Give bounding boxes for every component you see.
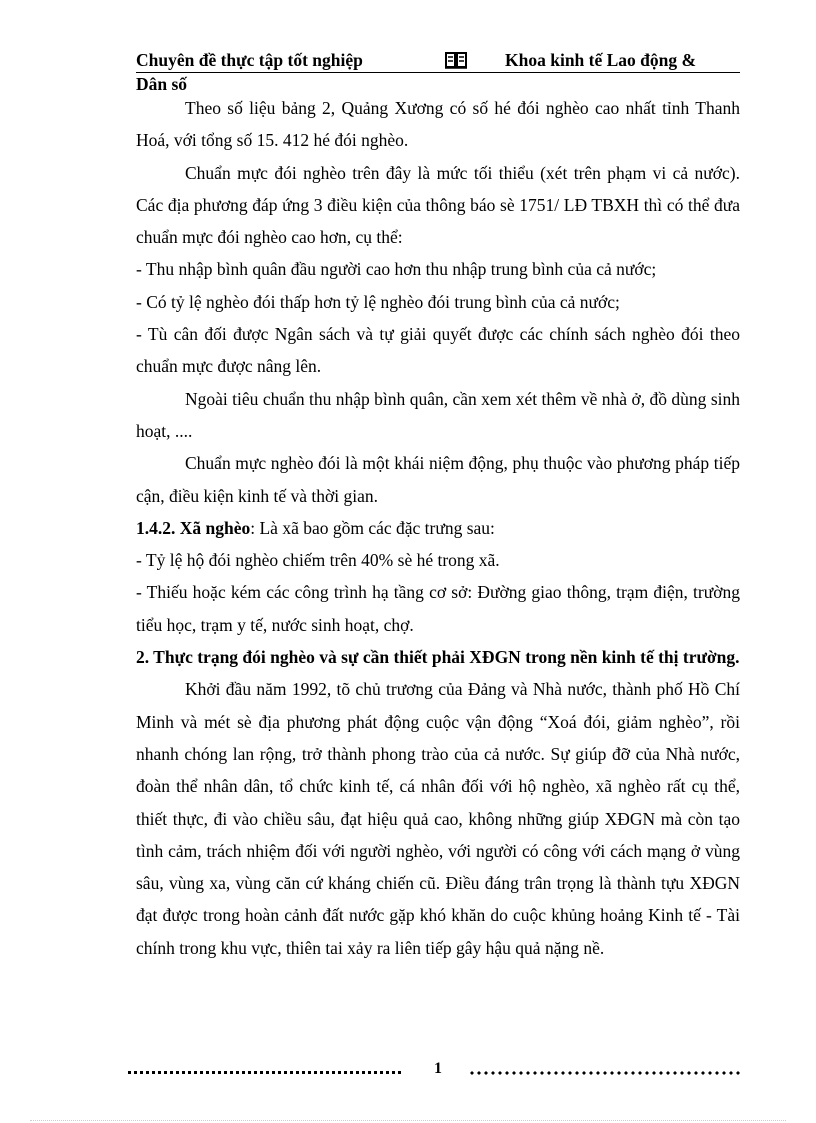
header-continuation: Dân số xyxy=(136,74,188,94)
section-heading: 1.4.2. Xã nghèo xyxy=(136,517,251,538)
bullet-item: - Có tỷ lệ nghèo đói thấp hơn tỷ lệ nghèo đói trung bình của cả nước; xyxy=(136,291,620,312)
section-text: : Là xã bao gồm các đặc trưng sau: xyxy=(250,517,495,538)
page-header xyxy=(136,48,740,94)
header-right-title: Khoa kinh tế Lao động & xyxy=(505,50,697,70)
section-heading: 2. Thực trạng đói nghèo và sự cần thiết phải XĐGN trong nền kinh tế thị trường. xyxy=(136,647,740,668)
bullet-item: - Tù cân đối được Ngân sách và tự giải quyết được các chính sách nghèo đói theo chuẩn mực được nâng lên. xyxy=(136,324,740,377)
document-body xyxy=(136,92,740,964)
paragraph: Chuẩn mực đói nghèo trên đây là mức tối thiểu (xét trên phạm vi cả nước). Các địa phương đáp ứng 3 điều kiện của thông báo sè 1751/ LĐ TBXH thì có thể đưa chuẩn mực đói nghèo cao hơn, cụ thể: xyxy=(136,162,740,248)
bullet-item: - Thiếu hoặc kém các công trình hạ tầng cơ sở: Đường giao thông, trạm điện, trường tiểu học, trạm y tế, nước sinh hoạt, chợ. xyxy=(136,582,740,635)
paragraph: Ngoài tiêu chuẩn thu nhập bình quân, cần xem xét thêm về nhà ở, đồ dùng sinh hoạt, .... xyxy=(136,388,740,441)
paragraph: Khởi đầu năm 1992, tõ chủ trương của Đảng và Nhà nước, thành phố Hồ Chí Minh và mét sè địa phương phát động cuộc vận động “Xoá đói, giảm nghèo”, rồi nhanh chóng lan rộng, trở thành phong trào của cả nước. Sự giúp đỡ của Nhà nước, đoàn thể nhân dân, tổ chức kinh tế, cá nhân đối với hộ nghèo, xã nghèo rất cụ thể, thiết thực, đi vào chiều sâu, đạt hiệu quả cao, không những giúp XĐGN mà còn tạo tình cảm, trách nhiệm đối với người nghèo, với người có công với cách mạng ở vùng sâu, vùng xa, vùng căn cứ kháng chiến cũ. Điều đáng trân trọng là thành tựu XĐGN đạt được trong hoàn cảnh đất nước gặp khó khăn do cuộc khủng hoảng Kinh tế - Tài chính trong khu vực, thiên tai xảy ra liên tiếp gây hậu quả nặng nề. xyxy=(136,679,740,958)
bottom-dotted-border xyxy=(30,1120,786,1121)
open-book-icon xyxy=(444,50,468,70)
page-footer xyxy=(128,1060,740,1084)
header-left-title: Chuyên đề thực tập tốt nghiệp xyxy=(136,50,363,70)
paragraph: Theo số liệu bảng 2, Quảng Xương có số hé đói nghèo cao nhất tỉnh Thanh Hoá, với tổng số 15. 412 hé đói nghèo. xyxy=(136,98,740,151)
section-1-4-2 xyxy=(136,512,740,544)
footer-dot-rule-right xyxy=(470,1071,740,1075)
paragraph: Chuẩn mực nghèo đói là một khái niệm động, phụ thuộc vào phương pháp tiếp cận, điều kiện kinh tế và thời gian. xyxy=(136,453,740,506)
page-number: 1 xyxy=(434,1060,442,1077)
footer-dash-rule-left xyxy=(128,1071,404,1074)
bullet-item: - Thu nhập bình quân đầu người cao hơn thu nhập trung bình của cả nước; xyxy=(136,259,657,280)
bullet-item: - Tỷ lệ hộ đói nghèo chiếm trên 40% sè hé trong xã. xyxy=(136,550,500,571)
header-rule xyxy=(136,72,740,73)
